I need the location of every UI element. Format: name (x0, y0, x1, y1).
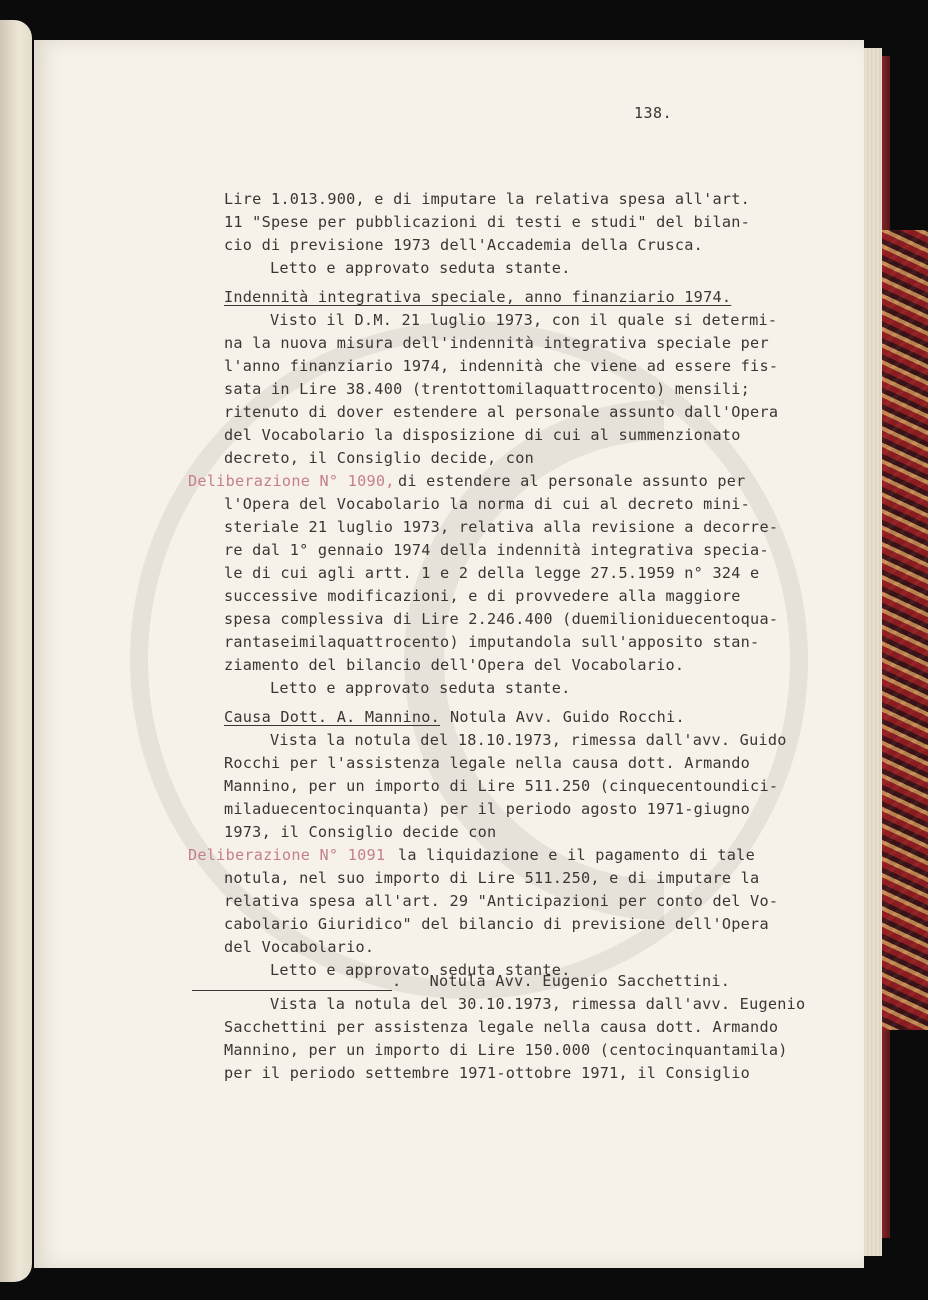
section-heading: Causa Dott. A. Mannino. (224, 708, 441, 726)
text-line: Rocchi per l'assistenza legale nella causa dott. Armando (224, 754, 751, 772)
text-line: Vista la notula del 18.10.1973, rimessa dall'avv. Guido (270, 731, 787, 749)
text-line: le di cui agli artt. 1 e 2 della legge 27.5.1959 n° 324 e (224, 564, 760, 582)
facing-page-edge (0, 20, 32, 1282)
text-line: sata in Lire 38.400 (trentottomilaquattrocento) mensili; (224, 380, 751, 398)
text-line: decreto, il Consiglio decide, con (224, 449, 534, 467)
text-line: rantaseimilaquattrocento) imputandola sull'apposito stan- (224, 633, 760, 651)
text-line: Sacchettini per assistenza legale nella causa dott. Armando (224, 1018, 779, 1036)
text-line: Letto e approvato seduta stante. (270, 679, 571, 697)
text-line: cabolario Giuridico" del bilancio di previsione dell'Opera (224, 915, 769, 933)
text-line: Lire 1.013.900, e di imputare la relativa spesa all'art. (224, 190, 751, 208)
text-line: notula, nel suo importo di Lire 511.250, e di imputare la (224, 869, 760, 887)
text-line: 1973, il Consiglio decide con (224, 823, 497, 841)
marbled-endpaper (876, 230, 928, 1030)
text-line: Mannino, per un importo di Lire 150.000 (centocinquantamila) (224, 1041, 788, 1059)
text-line: di estendere al personale assunto per (398, 472, 746, 490)
text-line: ritenuto di dover estendere al personale assunto dall'Opera (224, 403, 779, 421)
text-line: Letto e approvato seduta stante. (270, 961, 571, 979)
text-line: Visto il D.M. 21 luglio 1973, con il quale si determi- (270, 311, 778, 329)
text-line: la liquidazione e il pagamento di tale (398, 846, 755, 864)
text-line: 11 "Spese per pubblicazioni di testi e studi" del bilan- (224, 213, 751, 231)
section-heading: Indennità integrativa speciale, anno finanziario 1974. (224, 288, 732, 306)
text-line: Letto e approvato seduta stante. (270, 259, 571, 277)
text-line: del Vocabolario. (224, 938, 375, 956)
text-line: ziamento del bilancio dell'Opera del Vocabolario. (224, 656, 685, 674)
text-line: na la nuova misura dell'indennità integrativa speciale per (224, 334, 769, 352)
text-line: successive modificazioni, e di provvedere alla maggiore (224, 587, 741, 605)
text-line: Notula Avv. Guido Rocchi. (450, 708, 685, 726)
text-line: steriale 21 luglio 1973, relativa alla revisione a decorre- (224, 518, 779, 536)
text-line: l'anno finanziario 1974, indennità che viene ad essere fis- (224, 357, 779, 375)
heading-blank-rule (192, 990, 392, 991)
text-line: relativa spesa all'art. 29 "Anticipazioni per conto del Vo- (224, 892, 779, 910)
section-heading: . Notula Avv. Eugenio Sacchettini. (392, 972, 731, 990)
text-line: re dal 1° gennaio 1974 della indennità integrativa specia- (224, 541, 769, 559)
text-line: del Vocabolario la disposizione di cui al summenzionato (224, 426, 741, 444)
text-line: Vista la notula del 30.10.1973, rimessa dall'avv. Eugenio (270, 995, 806, 1013)
deliberation-stamp: Deliberazione N° 1091 (188, 846, 386, 864)
text-line: per il periodo settembre 1971-ottobre 1971, il Consiglio (224, 1064, 751, 1082)
text-line: spesa complessiva di Lire 2.246.400 (duemilioniduecentoqua- (224, 610, 779, 628)
text-line: miladuecentocinquanta) per il periodo agosto 1971-giugno (224, 800, 751, 818)
page-number: 138. (634, 104, 673, 122)
text-line: cio di previsione 1973 dell'Accademia della Crusca. (224, 236, 704, 254)
text-line: Mannino, per un importo di Lire 511.250 (cinquecentoundici- (224, 777, 779, 795)
text-line: l'Opera del Vocabolario la norma di cui al decreto mini- (224, 495, 751, 513)
deliberation-stamp: Deliberazione N° 1090, (188, 472, 395, 490)
